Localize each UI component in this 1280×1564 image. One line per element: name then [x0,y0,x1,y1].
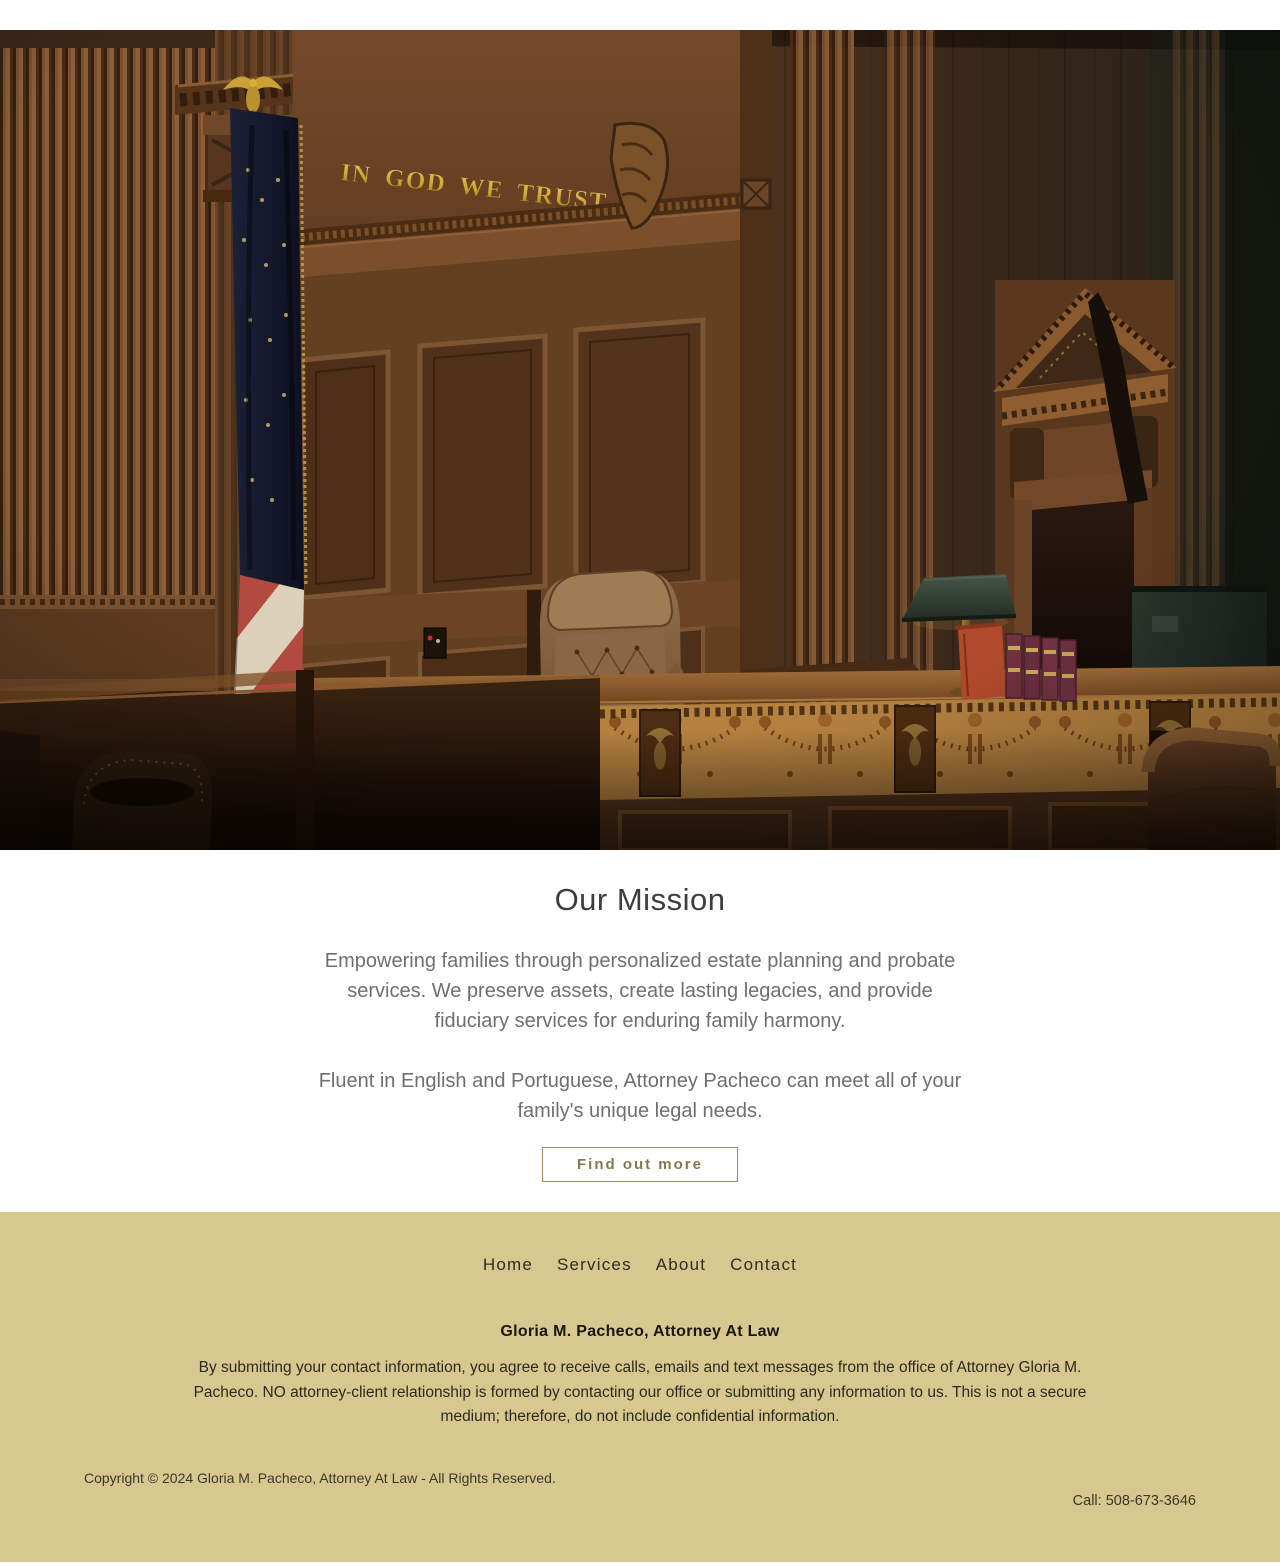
text-line: medium; therefore, do not include confidential information. [440,1408,840,1425]
vignette [0,30,1280,850]
top-margin [0,0,1280,30]
footer [0,1212,1280,1562]
text-line: fiduciary services for enduring family harmony. [434,1010,846,1032]
disclaimer [84,1356,1196,1430]
mission-section [0,880,1280,1182]
copyright: Copyright © 2024 Gloria M. Pacheco, Attorney At Law - All Rights Reserved. [84,1469,556,1486]
footer-nav [84,1255,1196,1275]
mission-title: Our Mission [554,882,726,917]
courtroom-hero-image [0,30,1280,850]
text-line: Fluent in English and Portuguese, Attorney Pacheco can meet all of your [318,1070,962,1092]
footer-nav-contact[interactable]: Contact [730,1255,798,1274]
mission-paragraph-2 [0,1066,1280,1126]
footer-nav-services[interactable]: Services [556,1255,632,1274]
phone-number: Call: 508-673-3646 [1072,1492,1196,1509]
text-line: Pacheco. NO attorney-client relationship is formed by contacting our office or submitting any information to us. This is not a secure [193,1383,1087,1401]
find-out-more-button[interactable]: Find out more [542,1147,738,1182]
footer-nav-about[interactable]: About [655,1255,707,1274]
text-line: By submitting your contact information, you agree to receive calls, emails and text messages from the office of Attorney Gloria M. [198,1359,1082,1376]
firm-name: Gloria M. Pacheco, Attorney At Law [500,1323,780,1340]
footer-nav-home[interactable]: Home [482,1255,534,1274]
text-line: Empowering families through personalized estate planning and probate [324,950,956,972]
mission-paragraph-1 [0,946,1280,1036]
text-line: services. We preserve assets, create lasting legacies, and provide [347,980,933,1002]
text-line: family's unique legal needs. [517,1100,763,1122]
